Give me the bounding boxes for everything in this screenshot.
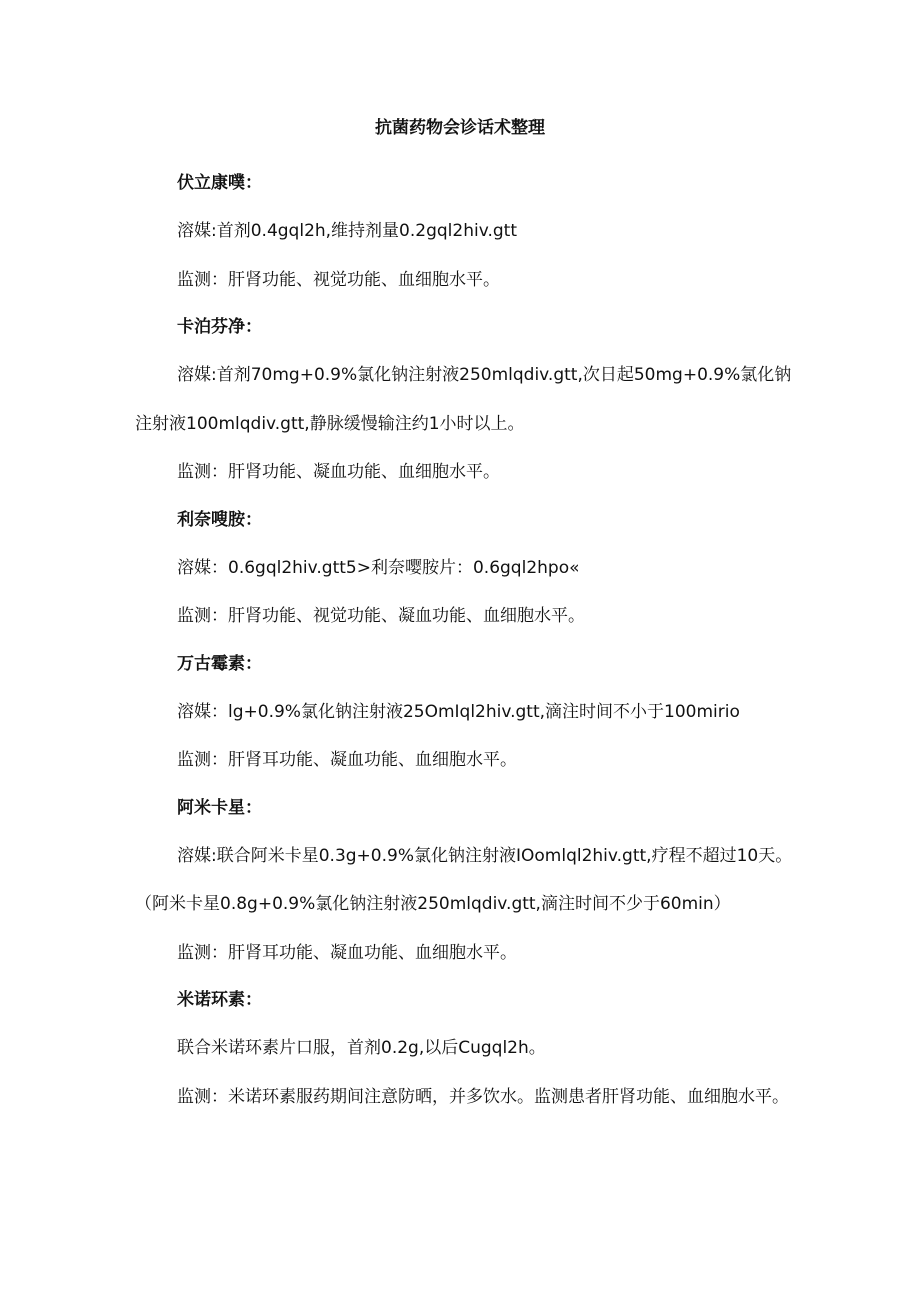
solvent-paragraph: 溶媒：0.6gql2hiv.gtt5>利奈嘤胺片：0.6gql2hpo« [177, 557, 580, 578]
drug-heading: 阿米卡星： [177, 797, 262, 818]
monitoring-paragraph: 监测：肝肾功能、视觉功能、血细胞水平。 [177, 269, 500, 290]
monitoring-paragraph: 监测：肝肾功能、视觉功能、凝血功能、血细胞水平。 [177, 606, 585, 626]
document-body [135, 170, 795, 1121]
drug-heading: 利奈嗖胺： [177, 509, 262, 530]
monitoring-paragraph: 监测：米诺环素服药期间注意防晒，并多饮水。监测患者肝肾功能、血细胞水平。 [177, 1086, 789, 1107]
solvent-paragraph: 溶媒：lg+0.9%氯化钠注射液25OmIql2hiv.gtt,滴注时间不小于100mirio [177, 701, 740, 722]
dosage-paragraph: 联合米诺环素片口服，首剂0.2g,以后Cugql2h。 [177, 1038, 546, 1058]
drug-heading: 万古霉素： [177, 653, 262, 674]
monitoring-paragraph: 监测：肝肾耳功能、凝血功能、血细胞水平。 [177, 942, 517, 963]
monitoring-paragraph: 监测：肝肾功能、凝血功能、血细胞水平。 [177, 462, 500, 482]
solvent-paragraph: 溶媒:首剂70mg+0.9%氯化钠注射液250mlqdiv.gtt,次日起50mg+0.9%氯化钠注射液100mlqdiv.gtt,静脉缓慢输注约1小时以上。 [135, 365, 792, 434]
drug-section-caspofungin [135, 314, 795, 497]
drug-section-minocycline [135, 987, 795, 1121]
drug-section-vancomycin [135, 651, 795, 785]
drug-heading: 米诺环素： [177, 990, 262, 1010]
solvent-paragraph: 溶媒:首剂0.4gql2h,维持剂量0.2gql2hiv.gtt [177, 221, 517, 241]
solvent-paragraph: 溶媒:联合阿米卡星0.3g+0.9%氯化钠注射液IOomlql2hiv.gtt,疗程不超过10天。（阿米卡星0.8g+0.9%氯化钠注射液250mlqdiv.gtt,滴注时间不少于60min） [135, 845, 793, 914]
drug-section-amikacin [135, 795, 795, 978]
drug-heading: 卡泊芬净： [177, 317, 262, 337]
drug-section-linezolid [135, 507, 795, 641]
document-title: 抗菌药物会诊话术整理 [375, 118, 545, 138]
drug-heading: 伏立康噗： [177, 173, 262, 193]
monitoring-paragraph: 监测：肝肾耳功能、凝血功能、血细胞水平。 [177, 750, 517, 770]
drug-section-voriconazole [135, 170, 795, 304]
